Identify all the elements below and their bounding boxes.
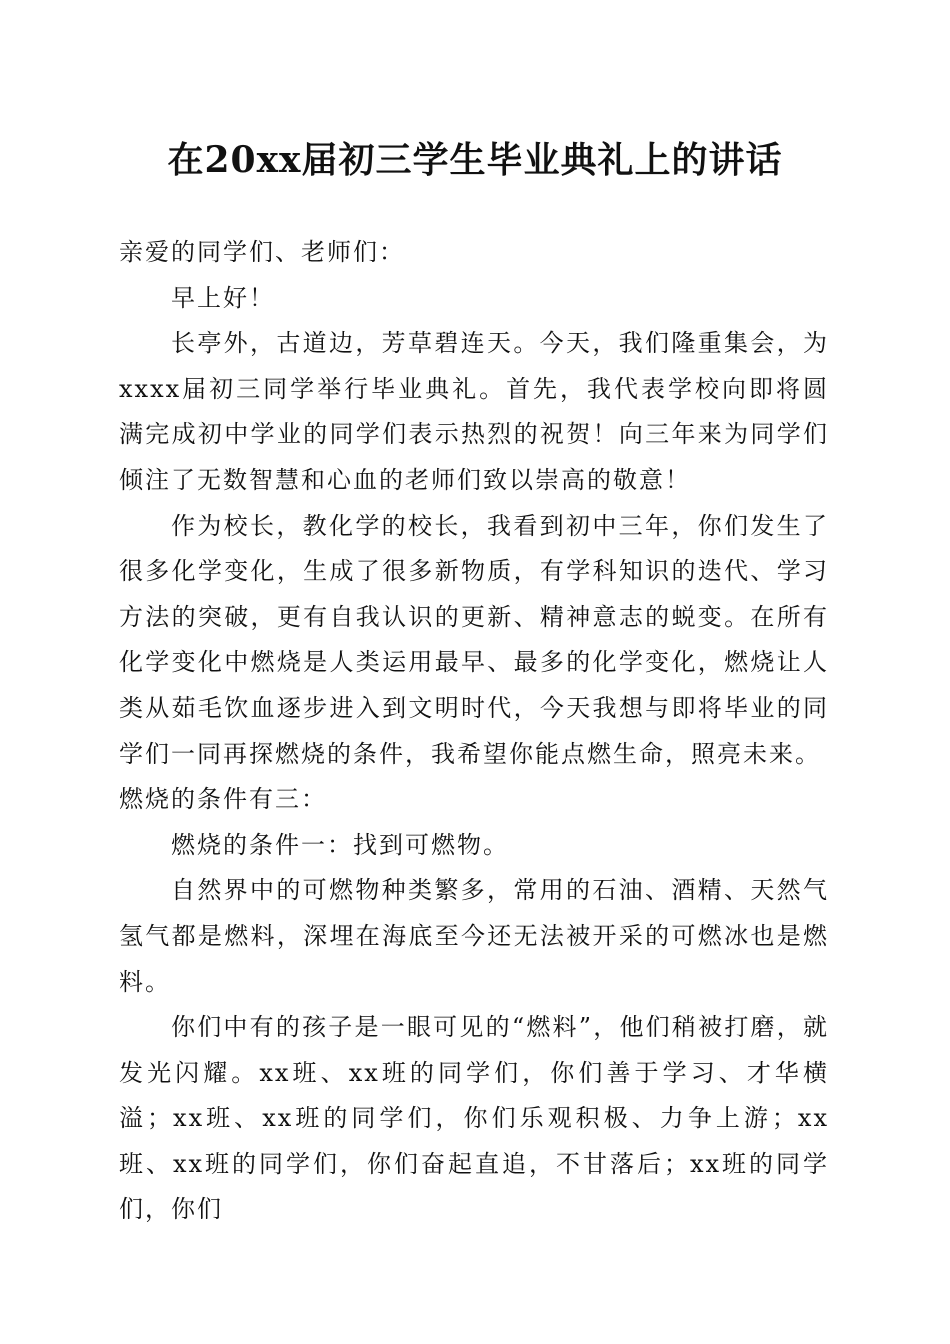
paragraph-chemistry: 作为校长，教化学的校长，我看到初中三年，你们发生了很多化学变化，生成了很多新物质，有学科知识的迭代、学习方法的突破，更有自我认识的更新、精神意志的蜕变。在所有化学变化中燃烧是人类运用最早、最多的化学变化，燃烧让人类从茹毛饮血逐步进入到文明时代，今天我想与即将毕业的同学们一同再探燃烧的条件，我希望你能点燃生命，照亮未来。 — [119, 511, 829, 768]
document-body — [119, 230, 829, 1233]
paragraph-condition-one: 燃烧的条件一：找到可燃物。 — [171, 830, 509, 859]
salutation: 亲爱的同学们、老师们： — [119, 238, 405, 266]
paragraph-fuels: 自然界中的可燃物种类繁多，常用的石油、酒精、天然气氢气都是燃料，深埋在海底至今还无法被开采的可燃冰也是燃料。 — [119, 876, 829, 996]
paragraph-students: 你们中有的孩子是一眼可见的“燃料”，他们稍被打磨，就发光闪耀。xx班、xx班的同学们，你们善于学习、才华横溢；xx班、xx班的同学们，你们乐观积极、力争上游；xx班、xx班的同学们，你们奋起直追，不甘落后；xx班的同学们，你们 — [119, 1013, 829, 1224]
paragraph-conditions-intro: 燃烧的条件有三： — [119, 785, 327, 814]
paragraph-greeting: 早上好！ — [171, 283, 275, 312]
paragraph-opening: 长亭外，古道边，芳草碧连天。今天，我们隆重集会，为xxxx届初三同学举行毕业典礼。首先，我代表学校向即将圆满完成初中学业的同学们表示热烈的祝贺！向三年来为同学们倾注了无数智慧和心血的老师们致以崇高的敬意！ — [119, 329, 829, 494]
document-title: 在20xx届初三学生毕业典礼上的讲话 — [167, 139, 783, 181]
